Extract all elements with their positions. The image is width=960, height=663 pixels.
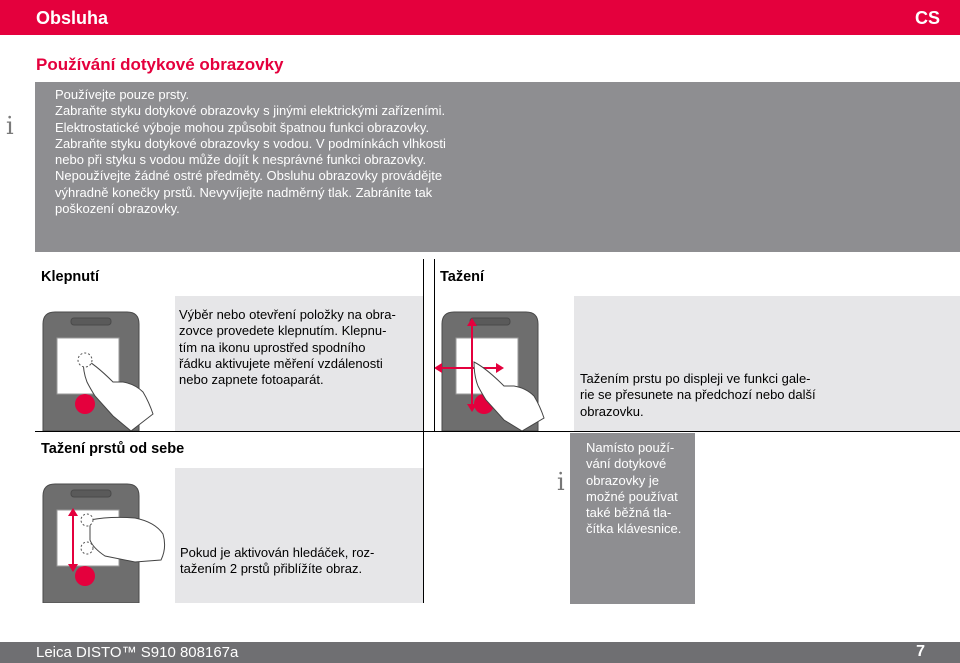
info-line: Zabraňte styku dotykové obrazovky s jinými elektrickými zařízeními. bbox=[55, 103, 446, 119]
note-line: čítka klávesnice. bbox=[586, 521, 682, 537]
tap-line: tím na ikonu uprostřed spodního bbox=[179, 339, 366, 355]
info-icon: i bbox=[557, 468, 565, 496]
info-strip bbox=[0, 82, 35, 252]
tap-line: zovce provedete klepnutím. Klepnu- bbox=[179, 323, 387, 339]
device-drag-illustration bbox=[434, 296, 574, 431]
tap-line: Výběr nebo otevření položky na obra- bbox=[179, 307, 396, 322]
footer-bar bbox=[0, 642, 960, 663]
drag-title: Tažení bbox=[440, 269, 485, 285]
pinch-line: Pokud je aktivován hledáček, roz- bbox=[180, 545, 375, 560]
divider bbox=[434, 259, 435, 431]
pinch-panel bbox=[35, 431, 423, 603]
info-line: Používejte pouze prsty. bbox=[55, 87, 190, 102]
info-line: Zabraňte styku dotykové obrazovky s vodou. V podmínkách vlhkosti bbox=[55, 135, 446, 151]
info-line: výhradně konečky prstů. Nevyvíjejte nadměrný tlak. Zabráníte tak bbox=[55, 184, 433, 200]
device-tap-illustration bbox=[35, 296, 175, 431]
header-title: Obsluha bbox=[36, 8, 109, 28]
divider bbox=[35, 431, 960, 432]
drag-text bbox=[580, 371, 880, 420]
drag-panel bbox=[434, 259, 960, 431]
info-line: Nepoužívejte žádné ostré předměty. Obsluhu obrazovky provádějte bbox=[55, 168, 443, 184]
drag-line: Tažením prstu po displeji ve funkci gale- bbox=[580, 371, 811, 386]
note-line: Namísto použí- bbox=[586, 440, 675, 455]
header-bar bbox=[0, 0, 960, 35]
note-line: také běžná tla- bbox=[586, 505, 672, 521]
section-title: Používání dotykové obrazovky bbox=[36, 55, 284, 74]
info-icon: i bbox=[6, 112, 14, 140]
pinch-line: tažením 2 prstů přiblížíte obraz. bbox=[180, 561, 363, 577]
info-text bbox=[55, 87, 525, 217]
tap-title: Klepnutí bbox=[41, 269, 99, 285]
tap-text bbox=[179, 307, 423, 388]
device-pinch-illustration bbox=[35, 468, 175, 603]
info-line: Elektrostatické výboje mohou způsobit špatnou funkci obrazovky. bbox=[55, 119, 430, 135]
tap-line: řádku aktivujete měření vzdálenosti bbox=[179, 355, 383, 371]
note-text bbox=[586, 440, 694, 538]
drag-line: rie se přesunete na předchozí nebo další bbox=[580, 387, 816, 403]
note-line: vání dotykové bbox=[586, 456, 667, 472]
info-line: nebo při styku s vodou může dojít k nesprávné funkci obrazovky. bbox=[55, 152, 427, 168]
tap-line: nebo zapnete fotoaparát. bbox=[179, 372, 324, 388]
note-line: možné používat bbox=[586, 488, 678, 504]
language-code: CS bbox=[914, 8, 940, 28]
pinch-text bbox=[180, 545, 420, 578]
tap-panel bbox=[35, 259, 423, 431]
footer-product: Leica DISTO™ S910 808167a bbox=[36, 644, 239, 661]
pinch-title: Tažení prstů od sebe bbox=[41, 441, 185, 457]
info-line: poškození obrazovky. bbox=[55, 201, 180, 217]
drag-line: obrazovku. bbox=[580, 403, 644, 419]
note-line: obrazovky je bbox=[586, 472, 659, 488]
note-box bbox=[570, 433, 695, 604]
info-box bbox=[35, 82, 960, 252]
page-number: 7 bbox=[916, 643, 925, 660]
